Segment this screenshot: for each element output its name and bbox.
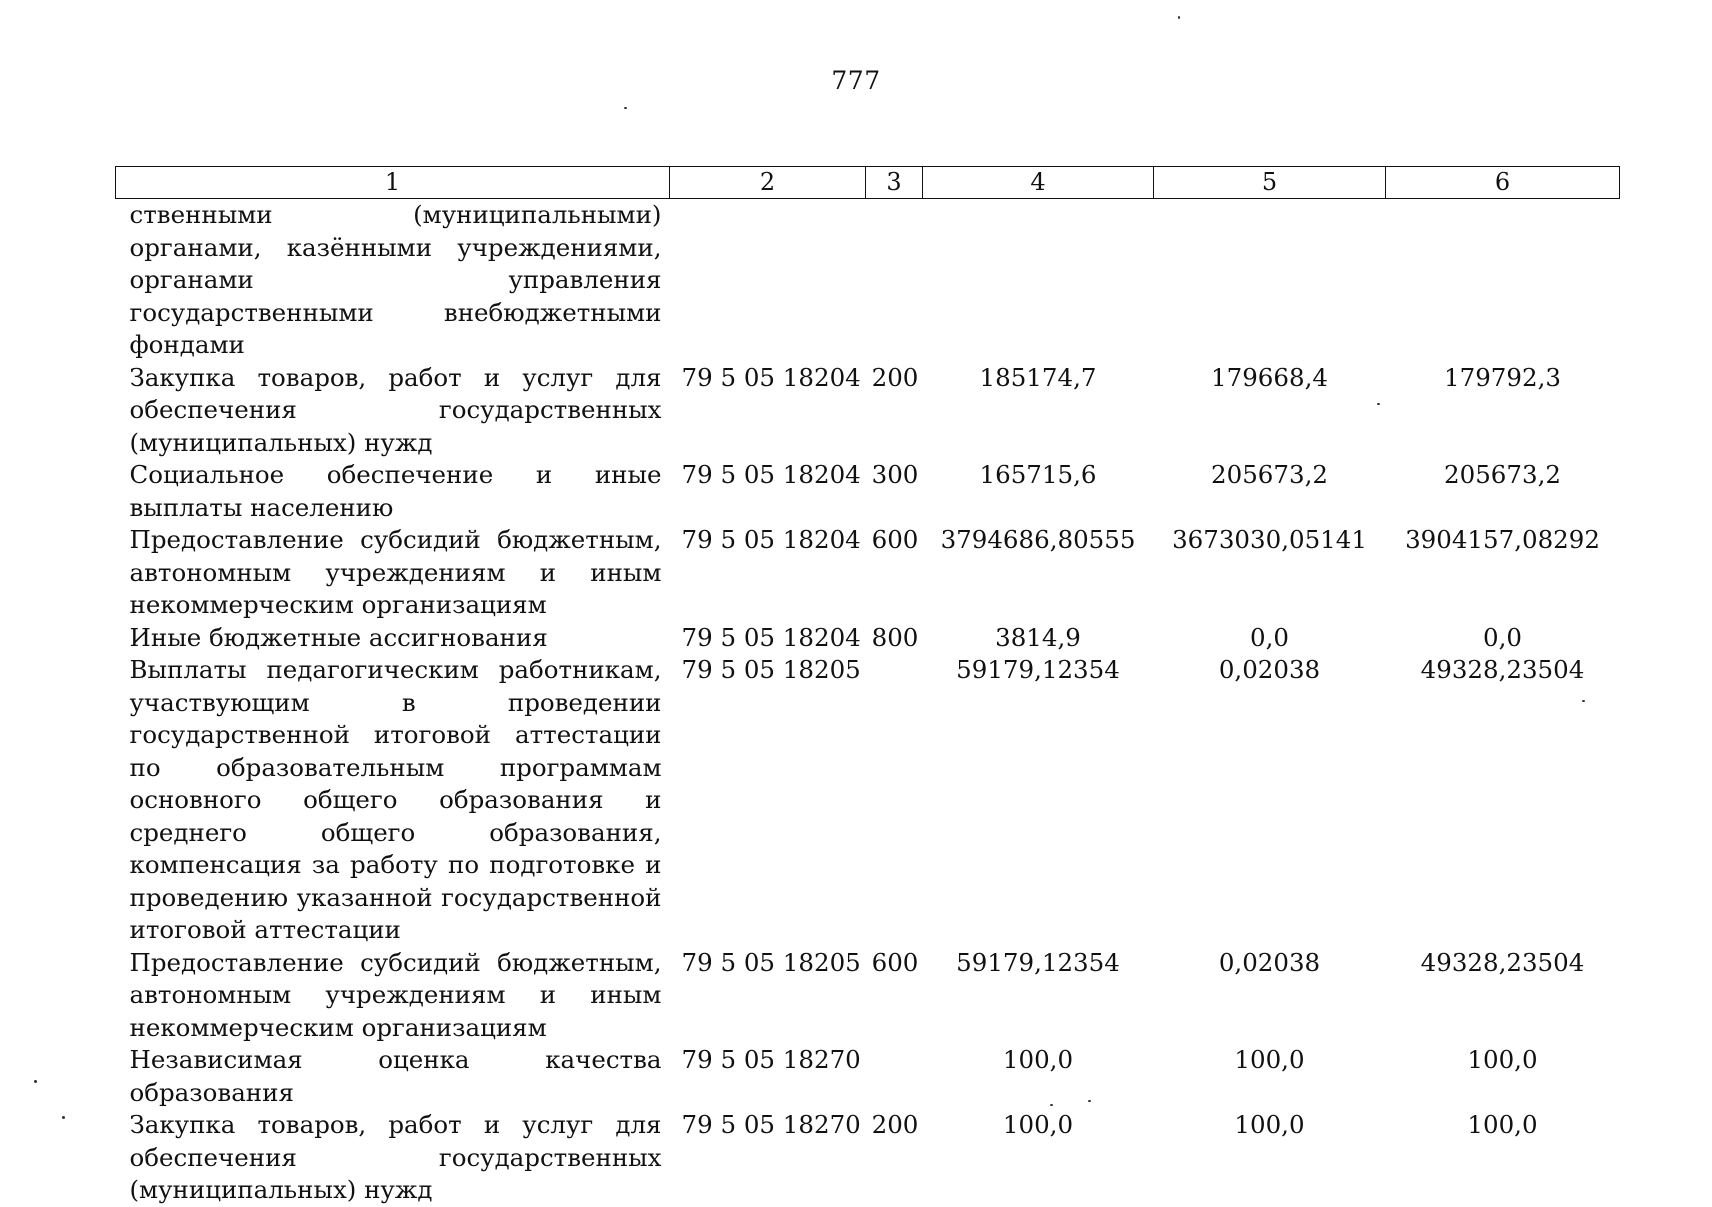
row-expense-type: 600	[871, 947, 919, 977]
row-expense-type	[866, 654, 923, 947]
row-code: 79 5 05 18204	[681, 525, 861, 554]
row-value-4: 100,0	[1002, 1045, 1074, 1074]
row-value-4: 59179,12354	[956, 655, 1120, 684]
table-row	[116, 622, 1620, 655]
row-value-6: 205673,2	[1444, 460, 1561, 489]
budget-table	[115, 166, 1620, 1207]
row-code	[670, 199, 866, 362]
row-value-4: 3814,9	[995, 622, 1081, 652]
row-name: ственными (муниципальными) органами, казёнными учреждениями, органами управления государственными внебюджетными фондами	[129, 200, 662, 359]
row-value-6: 0,0	[1483, 622, 1522, 652]
row-value-6: 3904157,08292	[1405, 525, 1600, 554]
table-body	[116, 199, 1620, 1207]
row-value-4: 59179,12354	[956, 947, 1120, 977]
column-header-2: 2	[670, 167, 866, 199]
table-row	[116, 1044, 1620, 1109]
page-number: 777	[831, 66, 881, 95]
scan-speck	[624, 107, 627, 109]
row-expense-type: 600	[871, 525, 919, 554]
column-header-3: 3	[866, 167, 923, 199]
scan-speck	[62, 1116, 65, 1119]
scan-speck	[34, 1080, 37, 1083]
row-value-4: 100,0	[1002, 1110, 1074, 1139]
table-row	[116, 654, 1620, 947]
row-value-6: 49328,23504	[1420, 947, 1585, 977]
table-row	[116, 459, 1620, 524]
row-name: Иные бюджетные ассигнования	[129, 622, 548, 652]
row-expense-type: 200	[871, 362, 919, 392]
row-name: Социальное обеспечение и иные выплаты населению	[129, 460, 662, 522]
row-value-6	[1386, 199, 1620, 362]
row-value-4: 185174,7	[979, 362, 1097, 392]
header-row	[116, 167, 1620, 199]
row-value-5	[1154, 199, 1386, 362]
row-value-6: 100,0	[1467, 1045, 1538, 1074]
table-row	[116, 947, 1620, 1045]
table-row	[116, 524, 1620, 622]
column-header-1: 1	[116, 167, 670, 199]
row-name: Независимая оценка качества образования	[129, 1045, 662, 1107]
scan-speck	[1377, 403, 1380, 405]
column-header-5: 5	[1154, 167, 1386, 199]
row-value-5: 0,02038	[1218, 655, 1321, 684]
table-row	[116, 1109, 1620, 1207]
row-expense-type	[866, 199, 923, 362]
scan-speck	[1582, 700, 1585, 702]
row-value-4: 3794686,80555	[940, 525, 1136, 554]
row-code: 79 5 05 18270	[681, 1045, 861, 1074]
row-value-5: 100,0	[1234, 1045, 1305, 1074]
row-code: 79 5 05 18205	[681, 655, 861, 684]
column-header-6: 6	[1386, 167, 1620, 199]
row-name: Закупка товаров, работ и услуг для обеспечения государственных (муниципальных) нужд	[129, 362, 662, 457]
row-code: 79 5 05 18204	[681, 460, 861, 489]
row-name: Закупка товаров, работ и услуг для обеспечения государственных (муниципальных) нужд	[129, 1110, 662, 1204]
row-code: 79 5 05 18205	[681, 947, 861, 977]
scan-speck	[1088, 1100, 1091, 1102]
row-code: 79 5 05 18270	[681, 1110, 861, 1139]
row-code: 79 5 05 18204	[681, 622, 861, 652]
row-value-5: 0,0	[1250, 622, 1289, 652]
row-expense-type	[866, 1044, 923, 1109]
row-value-6: 179792,3	[1444, 362, 1561, 392]
row-value-6: 49328,23504	[1420, 655, 1585, 684]
row-name: Предоставление субсидий бюджетным, автономным учреждениям и иным некоммерческим организациям	[129, 947, 662, 1042]
row-code: 79 5 05 18204	[681, 362, 861, 392]
table-header	[116, 167, 1620, 199]
row-value-4: 165715,6	[979, 460, 1097, 489]
column-header-4: 4	[923, 167, 1154, 199]
row-value-5: 205673,2	[1211, 460, 1328, 489]
scan-speck	[1178, 16, 1180, 19]
row-value-5: 100,0	[1234, 1110, 1305, 1139]
row-value-5: 0,02038	[1218, 947, 1321, 977]
scan-speck	[1050, 1104, 1053, 1106]
row-value-4	[923, 199, 1154, 362]
row-expense-type: 800	[871, 622, 919, 652]
row-name: Предоставление субсидий бюджетным, автономным учреждениям и иным некоммерческим организациям	[129, 525, 662, 619]
row-expense-type: 300	[871, 460, 919, 489]
row-value-5: 179668,4	[1211, 362, 1328, 392]
table-row	[116, 199, 1620, 362]
table-row	[116, 362, 1620, 460]
row-name: Выплаты педагогическим работникам, участвующим в проведении государственной итоговой аттестации по образовательным программам основного общего образования и среднего общего образования, компенсация за работу по подготовке и проведению указанной государственной итоговой аттестации	[129, 655, 662, 944]
row-value-5: 3673030,05141	[1172, 525, 1367, 554]
row-expense-type: 200	[871, 1110, 919, 1139]
row-value-6: 100,0	[1467, 1110, 1538, 1139]
